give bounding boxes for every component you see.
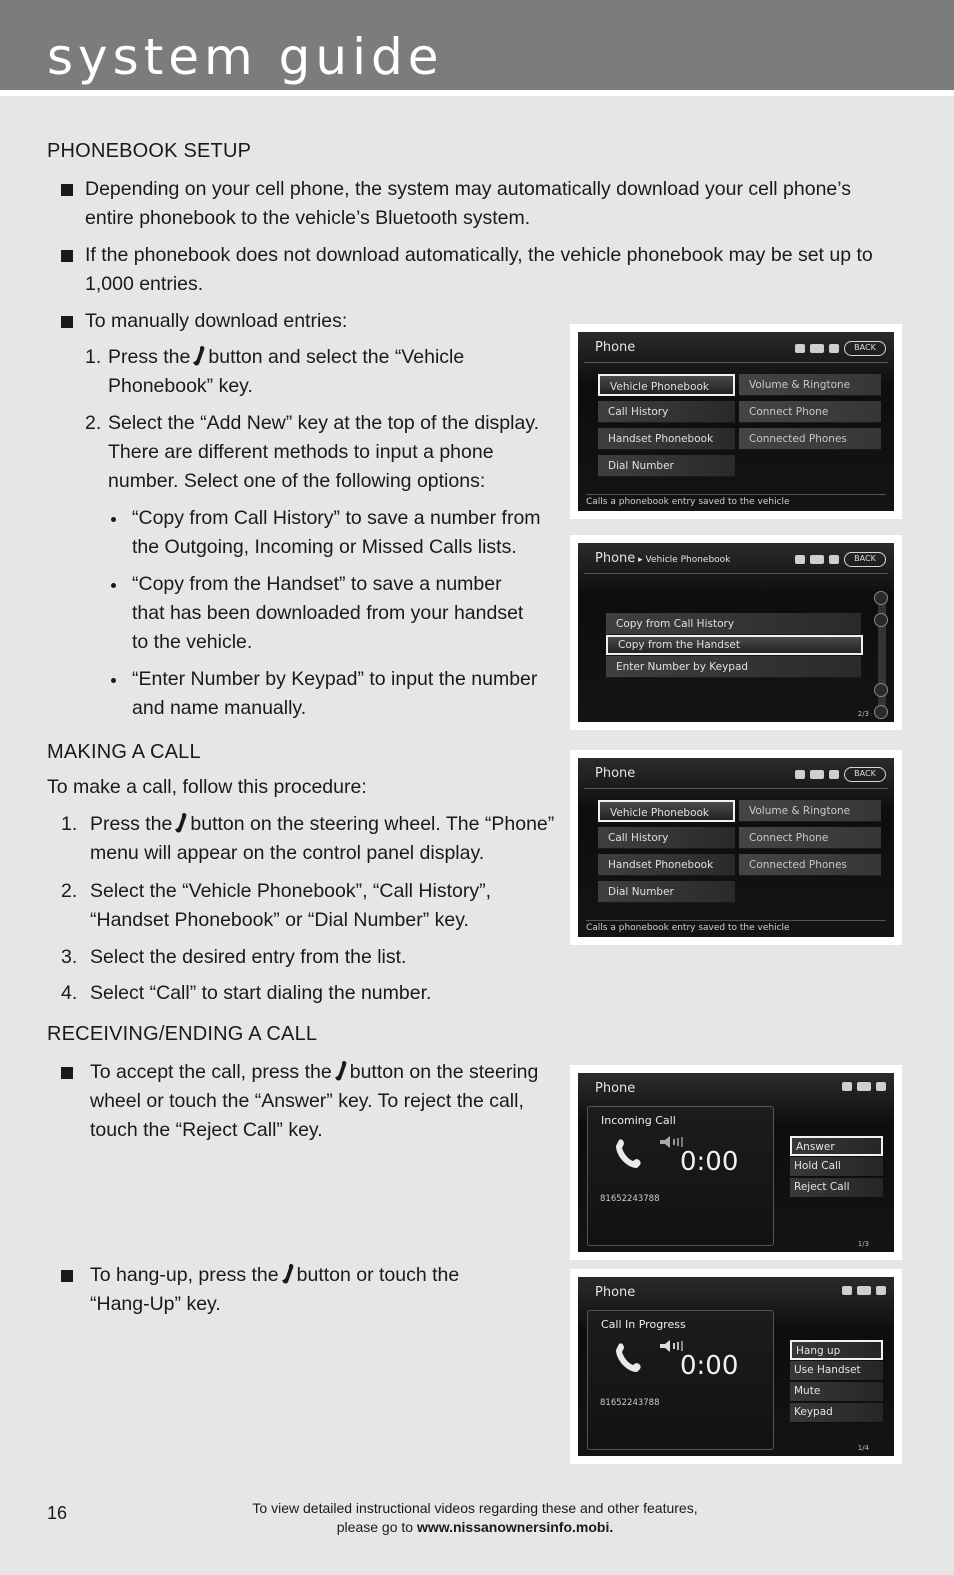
receiving-bullet1-line2: wheel or touch the “Answer” key. To reject the call,: [90, 1090, 524, 1112]
step-number: 2.: [61, 880, 78, 902]
receiving-bullet2-line2: “Hang-Up” key.: [90, 1293, 221, 1315]
option2-line1: “Copy from the Handset” to save a number: [132, 573, 502, 595]
menu-call-history[interactable]: Call History: [598, 827, 735, 849]
page-number: 16: [47, 1503, 68, 1523]
hang-up-button[interactable]: Hang up: [790, 1340, 883, 1360]
footer-note: [175, 1499, 775, 1537]
screen-subtitle: Vehicle Phonebook: [645, 555, 731, 565]
bullet-dot: [111, 517, 116, 522]
phonebook-step1-line1: [108, 343, 464, 372]
scroll-up-icon[interactable]: [874, 613, 888, 627]
screen: [578, 543, 894, 722]
footer-text: please go to: [336, 1519, 414, 1535]
battery-icon: [810, 344, 824, 353]
call-timer: 0:00: [680, 1147, 739, 1177]
divider: [584, 362, 888, 363]
bullet-text: button or touch the: [296, 1264, 460, 1286]
screen-title: Phone: [595, 1285, 636, 1300]
phone-icon: [335, 1060, 347, 1082]
bullet-dot: [111, 678, 116, 683]
phonebook-bullet2-line2: 1,000 entries.: [85, 273, 204, 295]
call-step3: Select the desired entry from the list.: [90, 946, 407, 968]
screen: [578, 332, 894, 511]
phonebook-step2-line1: Select the “Add New” key at the top of the display.: [108, 412, 540, 434]
divider: [584, 573, 888, 574]
step-number: 1.: [85, 346, 102, 368]
footer-line2: [175, 1518, 775, 1537]
bullet-square: [61, 1067, 73, 1079]
menu-dial-number[interactable]: Dial Number: [598, 455, 735, 477]
menu-copy-call-history[interactable]: Copy from Call History: [606, 613, 861, 635]
mute-button[interactable]: Mute: [790, 1382, 883, 1402]
call-step2-line2: “Handset Phonebook” or “Dial Number” key.: [90, 909, 469, 931]
phonebook-bullet2-line1: If the phonebook does not download automatically, the vehicle phonebook may be set up to: [85, 244, 873, 266]
screenshot-phone-menu: [570, 324, 902, 519]
back-button[interactable]: BACK: [844, 341, 886, 356]
answer-button[interactable]: Answer: [790, 1136, 883, 1156]
bluetooth-icon: [795, 555, 805, 564]
receiving-heading: RECEIVING/ENDING A CALL: [47, 1023, 318, 1045]
screen-hint: Calls a phonebook entry saved to the vehicle: [586, 494, 886, 507]
call-panel: [587, 1310, 774, 1450]
menu-vehicle-phonebook[interactable]: Vehicle Phonebook: [598, 800, 735, 822]
scroll-up-icon[interactable]: [874, 591, 888, 605]
bullet-text: To accept the call, press the: [90, 1061, 332, 1083]
making-call-heading: MAKING A CALL: [47, 741, 201, 763]
battery-icon: [857, 1082, 871, 1091]
scroll-down-icon[interactable]: [874, 683, 888, 697]
call-step4: Select “Call” to start dialing the number.: [90, 982, 432, 1004]
screen-title: Phone: [595, 766, 636, 781]
receiving-bullet2-line1: [90, 1261, 459, 1290]
bullet-square: [61, 184, 73, 196]
footer-line1: To view detailed instructional videos regarding these and other features,: [252, 1500, 698, 1516]
phonebook-bullet3: To manually download entries:: [85, 310, 348, 332]
page-indicator: 2/3: [857, 710, 869, 718]
caller-number: 81652243788: [600, 1194, 660, 1204]
signal-icon: [876, 1286, 886, 1295]
status-bar: [795, 767, 886, 782]
phonebook-bullet1-line2: entire phonebook to the vehicle’s Bluetooth system.: [85, 207, 531, 229]
bullet-square: [61, 316, 73, 328]
bullet-square: [61, 1270, 73, 1282]
menu-connect-phone[interactable]: Connect Phone: [739, 401, 881, 423]
menu-connect-phone[interactable]: Connect Phone: [739, 827, 881, 849]
status-bar: [842, 1286, 886, 1295]
option3-line1: “Enter Number by Keypad” to input the number: [132, 668, 538, 690]
battery-icon: [810, 770, 824, 779]
menu-handset-phonebook[interactable]: Handset Phonebook: [598, 854, 735, 876]
screen-title: Phone: [595, 340, 636, 355]
bullet-text: button on the steering: [349, 1061, 539, 1083]
screen: [578, 758, 894, 937]
step-text: Press the: [90, 813, 173, 835]
reject-call-button[interactable]: Reject Call: [790, 1178, 883, 1198]
screenshot-incoming-call: [570, 1065, 902, 1260]
screen-hint: Calls a phonebook entry saved to the vehicle: [586, 920, 886, 933]
hold-call-button[interactable]: Hold Call: [790, 1157, 883, 1177]
screenshot-vehicle-phonebook: [570, 535, 902, 730]
menu-volume-ringtone[interactable]: Volume & Ringtone: [739, 374, 881, 396]
phonebook-bullet1-line1: Depending on your cell phone, the system may automatically download your cell phone’s: [85, 178, 852, 200]
bluetooth-icon: [795, 770, 805, 779]
battery-icon: [857, 1286, 871, 1295]
menu-vehicle-phonebook[interactable]: Vehicle Phonebook: [598, 374, 735, 396]
screenshot-call-in-progress: [570, 1269, 902, 1464]
making-call-intro: To make a call, follow this procedure:: [47, 776, 367, 798]
phonebook-step2-line2: There are different methods to input a phone: [108, 441, 494, 463]
handset-icon: [613, 1137, 643, 1171]
bullet-text: To hang-up, press the: [90, 1264, 279, 1286]
menu-connected-phones[interactable]: Connected Phones: [739, 854, 881, 876]
option2-line2: that has been downloaded from your handset: [132, 602, 524, 624]
step-number: 4.: [61, 982, 78, 1004]
option1-line1: “Copy from Call History” to save a number from: [132, 507, 541, 529]
phonebook-heading: PHONEBOOK SETUP: [47, 140, 252, 162]
menu-handset-phonebook[interactable]: Handset Phonebook: [598, 428, 735, 450]
scroll-down-icon[interactable]: [874, 705, 888, 719]
bluetooth-icon: [795, 344, 805, 353]
status-bar: [795, 552, 886, 567]
step-number: 2.: [85, 412, 102, 434]
menu-dial-number[interactable]: Dial Number: [598, 881, 735, 903]
phone-icon: [193, 345, 205, 367]
bullet-dot: [111, 583, 116, 588]
phone-icon: [282, 1263, 294, 1285]
page-indicator: 1/3: [857, 1240, 869, 1248]
call-status-label: Incoming Call: [601, 1114, 676, 1127]
step-text: Press the: [108, 346, 191, 368]
page-header: [0, 0, 954, 96]
bluetooth-icon: [842, 1286, 852, 1295]
receiving-bullet1-line1: [90, 1058, 538, 1087]
signal-icon: [876, 1082, 886, 1091]
menu-call-history[interactable]: Call History: [598, 401, 735, 423]
phonebook-step1-line2: Phonebook” key.: [108, 375, 253, 397]
bullet-square: [61, 250, 73, 262]
status-bar: [795, 341, 886, 356]
page-title: system guide: [47, 28, 444, 86]
back-button[interactable]: BACK: [844, 552, 886, 567]
call-step1-line2: menu will appear on the control panel display.: [90, 842, 485, 864]
menu-copy-handset[interactable]: Copy from the Handset: [606, 635, 863, 655]
option3-line2: and name manually.: [132, 697, 307, 719]
bluetooth-icon: [842, 1082, 852, 1091]
step-text: button and select the “Vehicle: [208, 346, 465, 368]
screen: [578, 1073, 894, 1252]
menu-volume-ringtone[interactable]: Volume & Ringtone: [739, 800, 881, 822]
divider: [584, 788, 888, 789]
screen-title-main: Phone: [595, 551, 636, 566]
signal-icon: [829, 770, 839, 779]
phone-icon: [175, 812, 187, 834]
step-text: button on the steering wheel. The “Phone”: [190, 813, 555, 835]
phonebook-step2-line3: number. Select one of the following options:: [108, 470, 486, 492]
option1-line2: the Outgoing, Incoming or Missed Calls lists.: [132, 536, 517, 558]
screen-title: Phone: [595, 1081, 636, 1096]
breadcrumb-arrow: ▸: [635, 555, 646, 565]
status-bar: [842, 1082, 886, 1091]
call-panel: [587, 1106, 774, 1246]
call-step1-line1: [90, 810, 554, 839]
battery-icon: [810, 555, 824, 564]
receiving-bullet1-line3: touch the “Reject Call” key.: [90, 1119, 323, 1141]
step-number: 1.: [61, 813, 78, 835]
menu-enter-keypad[interactable]: Enter Number by Keypad: [606, 656, 861, 678]
call-status-label: Call In Progress: [601, 1318, 686, 1331]
call-step2-line1: Select the “Vehicle Phonebook”, “Call History”,: [90, 880, 492, 902]
caller-number: 81652243788: [600, 1398, 660, 1408]
screenshot-phone-menu-2: [570, 750, 902, 945]
back-button[interactable]: BACK: [844, 767, 886, 782]
screen-title: [595, 551, 730, 566]
handset-icon: [613, 1341, 643, 1375]
menu-connected-phones[interactable]: Connected Phones: [739, 428, 881, 450]
page-indicator: 1/4: [857, 1444, 869, 1452]
signal-icon: [829, 344, 839, 353]
call-timer: 0:00: [680, 1351, 739, 1381]
keypad-button[interactable]: Keypad: [790, 1403, 883, 1423]
signal-icon: [829, 555, 839, 564]
use-handset-button[interactable]: Use Handset: [790, 1361, 883, 1381]
footer-link[interactable]: www.nissanownersinfo.mobi.: [416, 1519, 614, 1535]
screen: [578, 1277, 894, 1456]
step-number: 3.: [61, 946, 78, 968]
option2-line3: to the vehicle.: [132, 631, 253, 653]
